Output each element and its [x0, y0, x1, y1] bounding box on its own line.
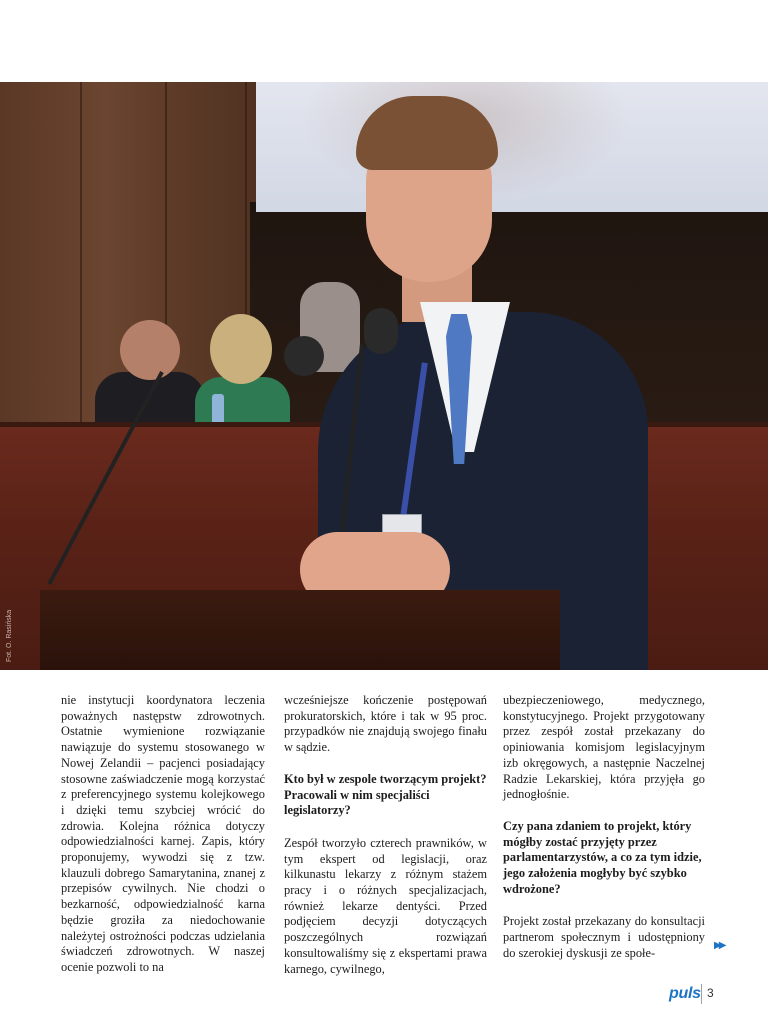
- microphone-icon: [284, 336, 324, 376]
- article-column-1: [61, 693, 265, 976]
- article-column-3: [503, 693, 705, 962]
- footer-divider: [701, 984, 702, 1004]
- article-photo: [0, 82, 768, 670]
- wall-panel: [80, 82, 82, 442]
- background-person-head: [210, 314, 272, 384]
- photo-credit: Fot. O. Rasińska: [6, 609, 13, 662]
- interview-question: Czy pana zdaniem to projekt, który mógłby zostać przyjęty przez parlamentarzystów, a co za tym idzie, jego założenia mogłyby być szybko wdrożone?: [503, 818, 702, 896]
- paragraph: nie instytucji koordynatora leczenia poważnych następstw zdrowotnych. Ostatnie wymienione rozwiązanie nawiązuje do systemu stosowanego w Nowej Zelandii – pacjenci posiadający stosowne zaświadczenie mogą korzystać z preferencyjnego systemu kolejkowego i dzięki temu szybciej wrócić do zdrowia. Kolejna różnica dotyczy odpowiedzialności karnej. Zapis, który proponujemy, wywodzi się z tzw. klauzuli dobrego Samarytanina, znanej z przepisów cywilnych. Nie chodzi o bezkarność, odpowiedzialność karna będzie groziła za niedochowanie należytej ostrożności podczas udzielania świadczeń zdrowotnych. W naszej ocenie pozwoli to na: [61, 693, 265, 974]
- paragraph: wcześniejsze kończenie postępowań prokuratorskich, które i tak w 95 proc. przypadków nie znajdują swojego finału w sądzie.: [284, 693, 487, 755]
- paragraph: ubezpieczeniowego, medycznego, konstytucyjnego. Projekt przygotowany przez zespół został przekazany do opiniowania komisjom legislacyjnym izb okręgowych, a następnie Naczelnej Radzie Lekarskiej, która przyjęła go jednogłośnie.: [503, 693, 705, 802]
- interview-question: Kto był w zespole tworzącym projekt? Pracowali w nim specjaliści legislatorzy?: [284, 771, 487, 818]
- double-chevron-right-icon: ▶▶: [714, 940, 724, 951]
- podium: [40, 590, 560, 670]
- paragraph: Zespół tworzyło czterech prawników, w tym ekspert od legislacji, oraz kilkunastu lekarzy z różnym stażem pracy i o różnych specjalizacjach, również lekarze dentyści. Przed podjęciem decyzji dotyczących poszczególnych rozwiązań konsultowaliśmy się z ekspertami prawa karnego, cywilnego,: [284, 835, 487, 976]
- paragraph: Projekt został przekazany do konsultacji partnerom społecznym i udostępniony do szerokiej dyskusji ze społe-: [503, 914, 705, 960]
- magazine-logo: puls: [669, 985, 701, 1002]
- page-number: 3: [707, 986, 714, 1000]
- article-column-2: [284, 693, 487, 977]
- background-person-head: [120, 320, 180, 380]
- microphone-icon: [364, 308, 398, 354]
